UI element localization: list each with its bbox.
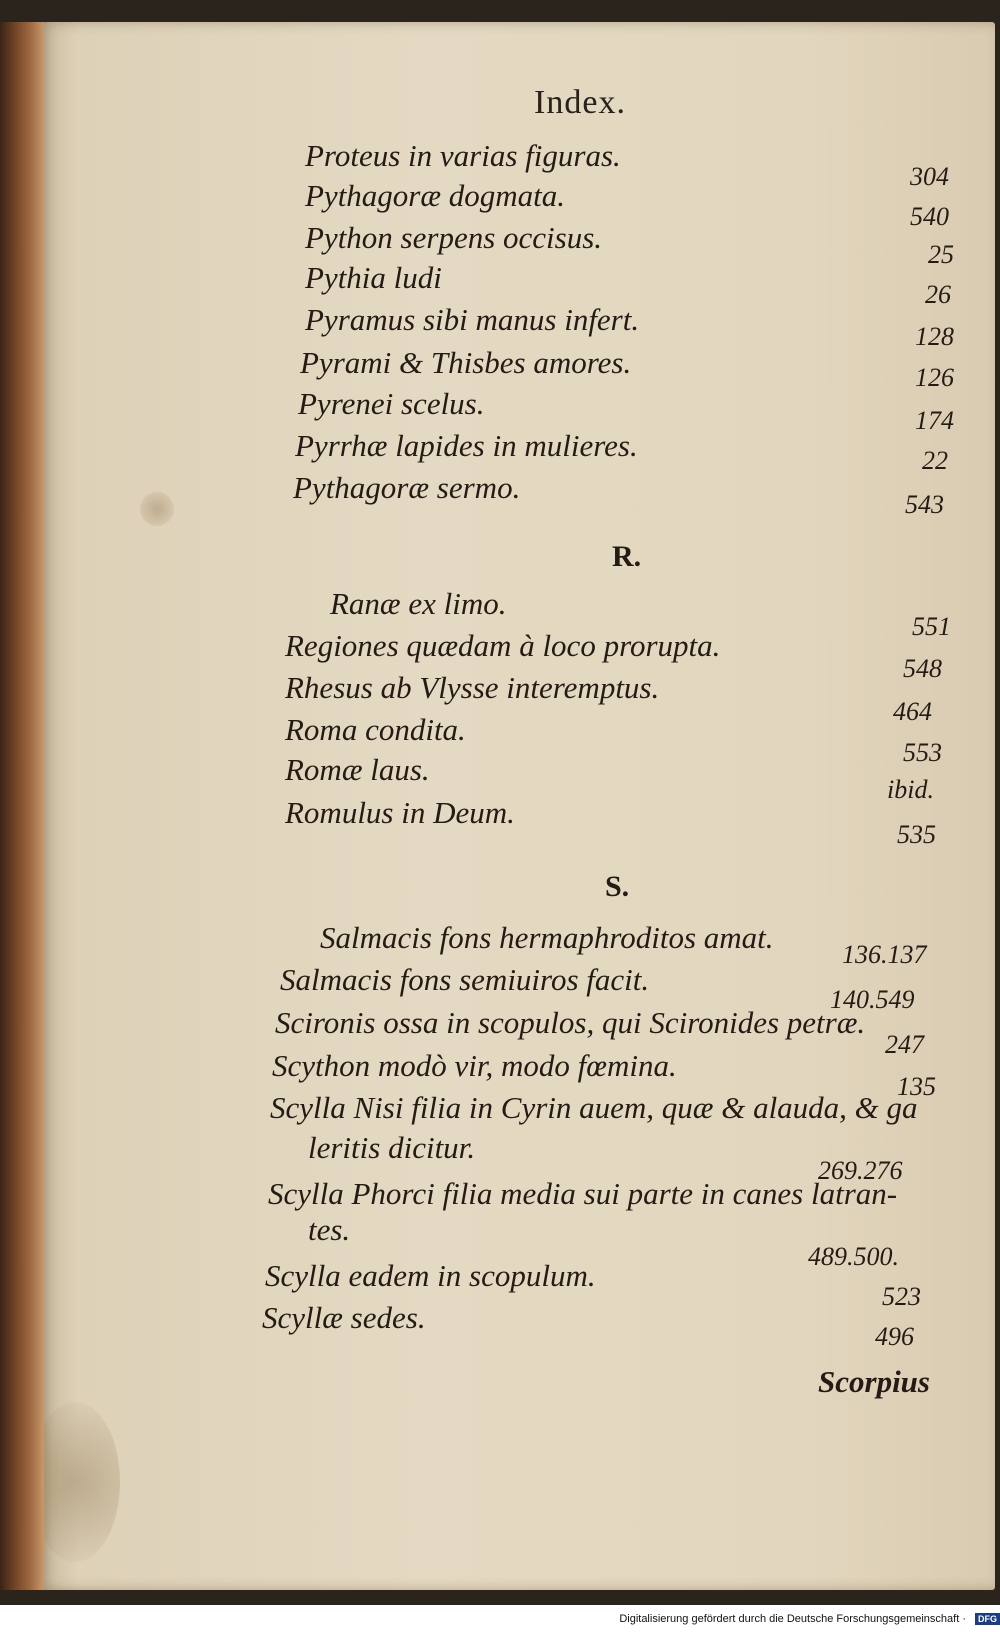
ink-stain [140,492,174,526]
index-entry: Romulus in Deum. [285,795,515,830]
index-entry: Ranæ ex limo. [330,586,507,621]
page-number: 25 [928,240,954,269]
index-entry: Scylla Nisi filia in Cyrin auem, quæ & alauda, & ga [270,1090,918,1125]
page-number: 126 [915,363,954,392]
section-letter-r: R. [612,540,642,573]
page-number: 26 [925,280,951,309]
page-number: 128 [915,322,954,351]
index-entry: Pyramus sibi manus infert. [305,302,640,337]
index-entry: Scironis ossa in scopulos, qui Scironides petræ. [275,1005,866,1040]
index-entry: Romæ laus. [285,752,430,787]
page-number: 269.276 [818,1156,903,1185]
index-entry: Proteus in varias figuras. [305,138,621,173]
book-page [40,22,995,1590]
page-number: 489.500. [808,1242,899,1271]
page-number: 496 [875,1322,914,1351]
index-entry: Scylla Phorci filia media sui parte in canes latran- [268,1176,898,1211]
index-entry: Rhesus ab Vlysse interemptus. [285,670,660,705]
page-number: 543 [905,490,944,519]
page-number: 135 [897,1072,936,1101]
index-entry: Scyllæ sedes. [262,1300,426,1335]
index-entry: Pythagoræ sermo. [293,470,521,505]
footer-credit: Digitalisierung gefördert durch die Deutsche Forschungsgemeinschaft · [619,1613,966,1625]
page-number: 464 [893,697,932,726]
page-number: 553 [903,738,942,767]
book-spine [0,22,44,1590]
page-number: 304 [910,162,949,191]
page-number: 535 [897,820,936,849]
index-entry: Pythia ludi [305,260,442,295]
page-number: 140.549 [830,985,915,1014]
index-entry: Salmacis fons hermaphroditos amat. [320,920,774,955]
index-entry: Salmacis fons semiuiros facit. [280,962,650,997]
section-letter-s: S. [605,870,630,903]
catchword: Scorpius [818,1364,930,1399]
dfg-logo: DFG [975,1613,1000,1625]
index-entry: Scython modò vir, modo fœmina. [272,1048,677,1083]
page-number: ibid. [887,775,934,804]
page-number: 136.137 [842,940,927,969]
index-entry: Roma condita. [285,712,466,747]
page-number: 174 [915,406,954,435]
page-number: 551 [912,612,951,641]
page-header: Index. [534,84,626,121]
digitization-footer [0,1605,1000,1632]
page-number: 540 [910,202,949,231]
index-entry: Pyrrhæ lapides in mulieres. [295,428,638,463]
index-entry: leritis dicitur. [308,1130,476,1165]
page-number: 22 [922,446,948,475]
index-entry: Python serpens occisus. [305,220,603,255]
index-entry: Pyrami & Thisbes amores. [300,345,632,380]
index-entry: Pyrenei scelus. [298,386,485,421]
index-entry: Regiones quædam à loco prorupta. [285,628,721,663]
index-entry: Scylla eadem in scopulum. [265,1258,596,1293]
page-number: 247 [885,1030,924,1059]
page-number: 548 [903,654,942,683]
index-entry: tes. [308,1212,351,1247]
index-entry: Pythagoræ dogmata. [305,178,566,213]
page-number: 523 [882,1282,921,1311]
